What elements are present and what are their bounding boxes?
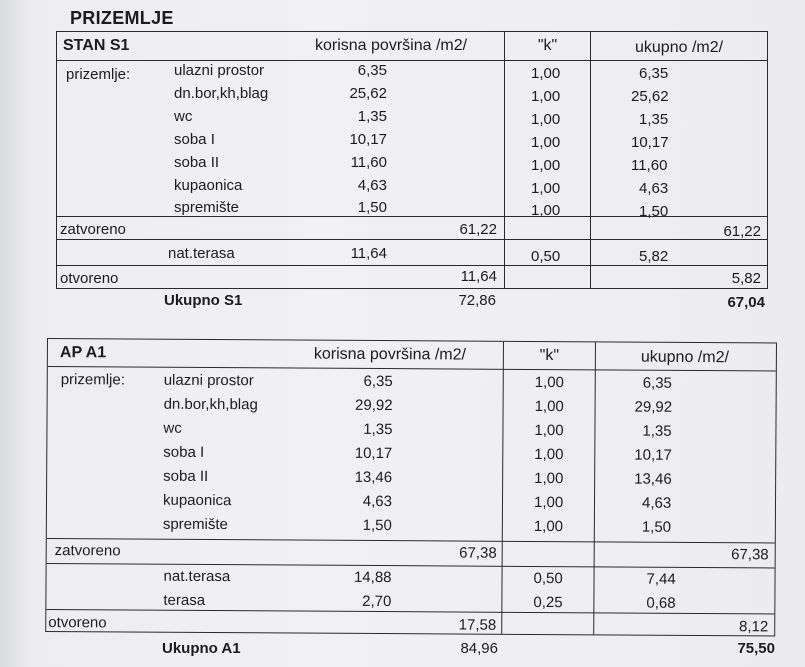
open-total: 8,12 [738, 618, 769, 636]
room-total: 1,50 [639, 203, 669, 220]
room-area: 13,46 [354, 468, 393, 487]
room-area: 4,63 [362, 492, 393, 511]
room-name: soba I [163, 443, 205, 461]
column-divider [590, 32, 591, 288]
closed-area: 61,22 [459, 221, 497, 238]
column-header-k: "k" [537, 37, 558, 54]
room-total: 10,17 [631, 134, 669, 151]
table-name: STAN S1 [63, 37, 130, 54]
room-name: soba II [174, 154, 220, 171]
open-label: otvoreno [60, 270, 119, 287]
room-name: nat.terasa [163, 567, 231, 586]
column-header-area: korisna površina /m2/ [313, 345, 467, 364]
closed-label: zatvoreno [54, 542, 121, 560]
room-total: 10,17 [634, 446, 672, 464]
column-header-total: ukupno /m2/ [640, 348, 730, 367]
room-area: 1,50 [357, 199, 387, 216]
column-header-k: "k" [539, 347, 560, 365]
closed-label: zatvoreno [60, 221, 126, 238]
closed-area: 67,38 [459, 544, 497, 562]
row-divider [47, 538, 775, 543]
room-name: nat.terasa [168, 245, 235, 262]
room-name: kupaonica [174, 177, 243, 194]
room-k: 0,50 [533, 569, 563, 588]
room-k: 1,00 [531, 180, 561, 197]
room-area: 10,17 [354, 444, 393, 463]
table-name: AP A1 [59, 344, 107, 362]
room-name: dn.bor,kh,blag [174, 85, 269, 102]
closed-total: 61,22 [723, 223, 761, 240]
room-name: wc [174, 108, 193, 125]
room-name: soba II [163, 467, 209, 485]
room-area: 25,62 [349, 85, 387, 102]
row-divider [47, 563, 775, 568]
room-area: 10,17 [349, 131, 387, 148]
room-k: 1,00 [534, 469, 564, 488]
header-divider [57, 60, 767, 61]
room-area: 11,60 [350, 154, 387, 171]
room-name: ulazni prostor [174, 62, 265, 79]
room-k: 1,00 [531, 88, 561, 105]
sum-label: Ukupno A1 [162, 640, 241, 657]
sum-label: Ukupno S1 [164, 292, 243, 309]
room-k: 1,00 [533, 493, 564, 512]
room-name: ulazni prostor [163, 371, 254, 390]
room-k: 1,00 [533, 517, 564, 536]
room-name: terasa [163, 591, 206, 609]
room-total: 6,35 [639, 65, 669, 82]
room-area: 11,64 [350, 245, 387, 262]
room-total: 13,46 [634, 470, 672, 488]
room-name: dn.bor,kh,blag [163, 395, 258, 414]
column-header-total: ukupno /m2/ [635, 39, 724, 56]
column-divider [504, 32, 505, 288]
room-k: 0,50 [531, 248, 561, 265]
room-name: spremište [174, 199, 240, 216]
room-total: 7,44 [646, 570, 676, 588]
room-k: 1,00 [531, 134, 561, 151]
room-k: 1,00 [531, 111, 561, 128]
floor-label: prizemlje: [60, 371, 125, 389]
room-total: 1,35 [639, 111, 669, 128]
column-divider [593, 342, 596, 634]
room-total: 4,63 [641, 494, 672, 512]
room-area: 1,50 [362, 516, 392, 535]
open-area: 17,58 [458, 616, 497, 634]
room-k: 1,00 [531, 202, 561, 219]
room-area: 29,92 [354, 396, 393, 415]
room-name: wc [163, 419, 182, 437]
room-total: 5,82 [639, 248, 669, 265]
room-total: 0,68 [646, 594, 676, 612]
room-area: 1,35 [363, 420, 393, 439]
room-total: 4,63 [639, 180, 669, 197]
room-total: 1,35 [642, 422, 672, 440]
table-ap-a1 [45, 338, 777, 636]
table-stan-s1 [56, 31, 768, 289]
open-area: 11,64 [460, 268, 497, 285]
sum-total: 75,50 [737, 640, 775, 657]
open-total: 5,82 [731, 270, 761, 287]
open-label: otvoreno [48, 614, 107, 632]
room-area: 6,35 [363, 372, 393, 391]
room-k: 1,00 [534, 397, 564, 416]
room-k: 1,00 [534, 421, 564, 440]
sum-area: 84,96 [460, 640, 498, 657]
room-total: 25,62 [631, 88, 669, 105]
room-total: 6,35 [642, 374, 672, 392]
room-k: 1,00 [531, 65, 561, 82]
room-k: 1,00 [534, 373, 564, 392]
header-divider [48, 366, 776, 371]
room-name: spremište [162, 515, 228, 534]
room-area: 2,70 [362, 592, 392, 611]
room-total: 11,60 [631, 157, 668, 174]
room-name: soba I [174, 131, 215, 148]
floor-label: prizemlje: [66, 66, 131, 83]
column-divider [501, 342, 504, 634]
room-total: 29,92 [634, 398, 673, 416]
closed-total: 67,38 [731, 546, 769, 564]
room-area: 1,35 [357, 108, 387, 125]
sum-area: 72,86 [458, 292, 496, 309]
sum-total: 67,04 [727, 294, 765, 311]
room-total: 1,50 [641, 518, 672, 536]
room-area: 6,35 [357, 62, 387, 79]
room-name: kupaonica [162, 491, 232, 510]
room-area: 14,88 [353, 568, 392, 587]
room-area: 4,63 [357, 177, 387, 194]
room-k: 1,00 [534, 445, 564, 464]
page-title: PRIZEMLJE [70, 8, 174, 28]
room-k: 0,25 [533, 593, 563, 612]
column-header-area: korisna površina /m2/ [315, 37, 468, 54]
room-k: 1,00 [531, 157, 561, 174]
